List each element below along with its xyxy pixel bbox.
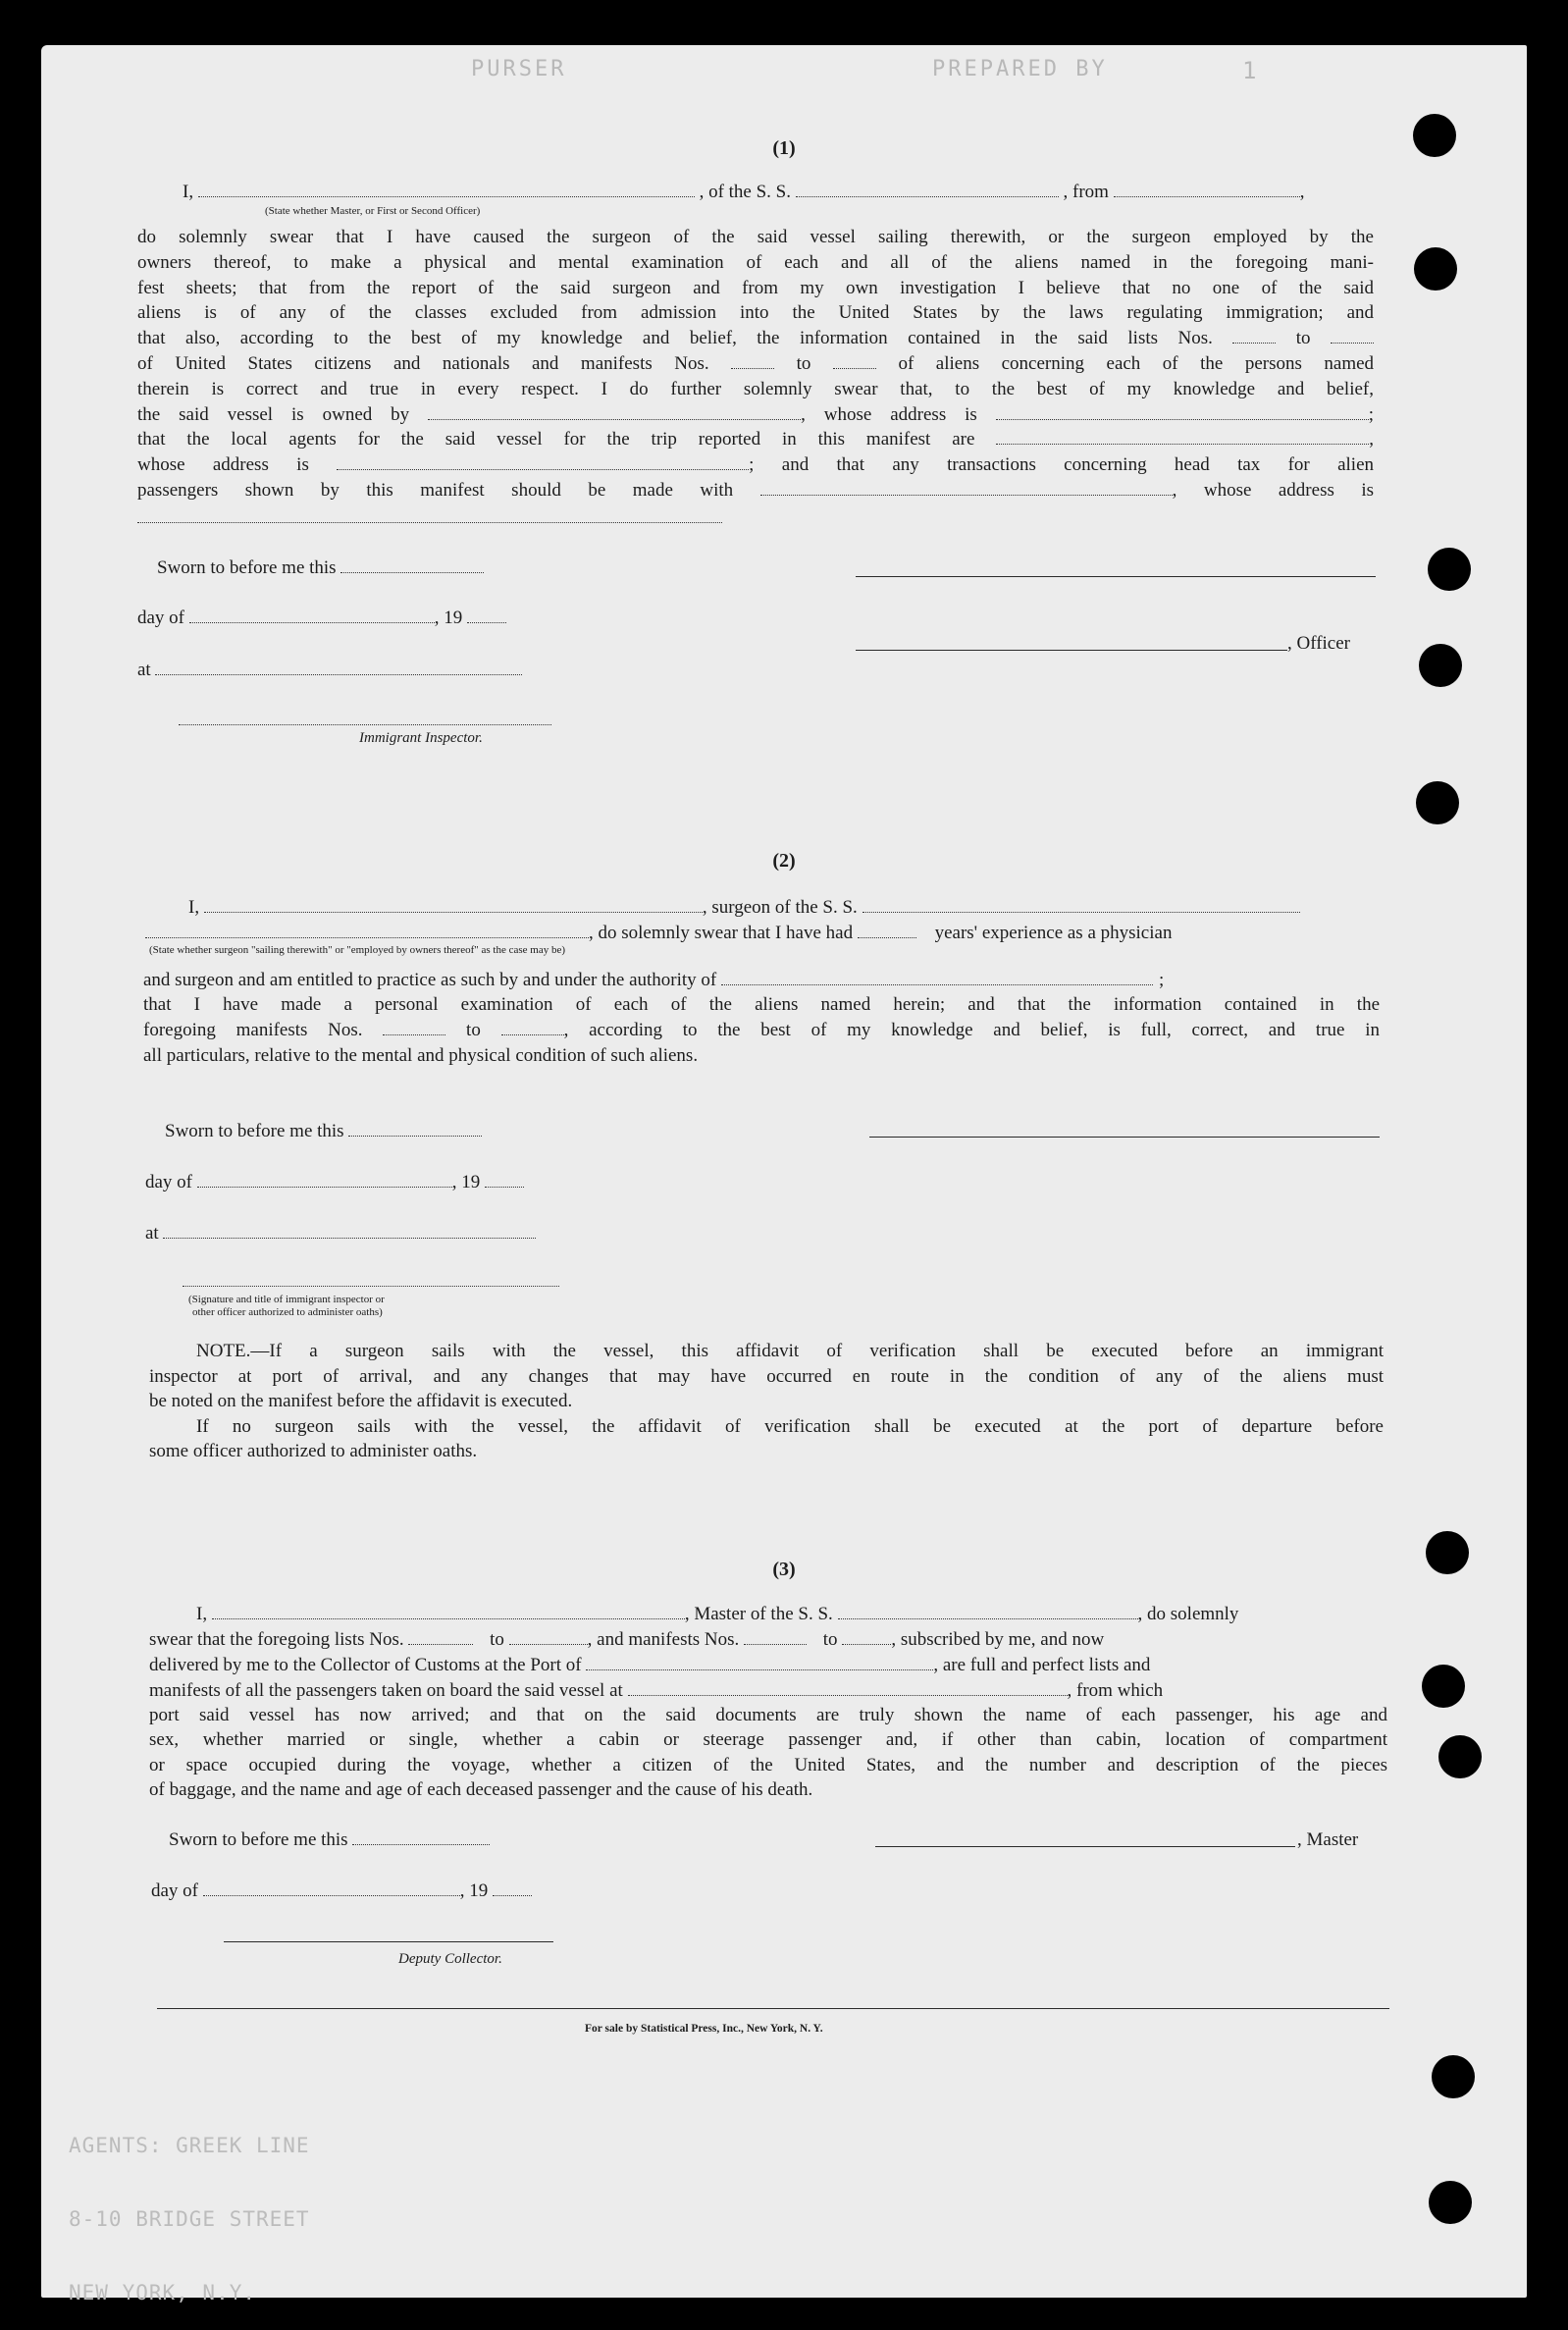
s2-year-label: , 19 (451, 1172, 481, 1192)
s3-text: swear that the foregoing lists Nos. (149, 1629, 404, 1650)
s3-year-field[interactable] (493, 1894, 532, 1896)
s1-inspector-label: Immigrant Inspector. (359, 730, 483, 746)
s3-day-row (151, 1879, 532, 1903)
punch-hole (1422, 1665, 1465, 1708)
s2-sig-hint-1: (Signature and title of immigrant inspector or (188, 1294, 385, 1305)
agent-line: NEW YORK, N.Y. (69, 2281, 257, 2304)
s1-year-label: , 19 (434, 608, 463, 628)
s1-officer-signature-line[interactable] (856, 650, 1287, 651)
s3-text: , subscribed by me, and now (891, 1629, 1105, 1650)
s1-text: that the local agents for the said vessel for the trip reported in this manifest are (137, 429, 975, 450)
punch-hole (1414, 247, 1457, 291)
s2-text: , according to the best of my knowledge and belief, is full, correct, and true in (563, 1019, 1380, 1040)
s1-line-manifests (137, 351, 1374, 377)
s2-note (149, 1339, 1384, 1464)
s3-master-name-field[interactable] (212, 1617, 685, 1619)
s3-lists-to-field[interactable] (509, 1643, 588, 1645)
s2-day-of-label: day of (145, 1172, 193, 1192)
s3-master-label: , Master (1297, 1829, 1359, 1850)
s3-sworn-date-field[interactable] (352, 1843, 490, 1845)
s2-at-field[interactable] (163, 1237, 536, 1239)
s3-do-solemnly: , do solemnly (1137, 1604, 1239, 1624)
s3-sworn-label: Sworn to before me this (169, 1829, 348, 1850)
s3-master-signature-line[interactable] (875, 1846, 1295, 1847)
s1-sworn-date-field[interactable] (340, 571, 484, 573)
s1-text: of United States citizens and nationals and manifests Nos. (137, 352, 709, 374)
s1-ship-field[interactable] (796, 195, 1059, 197)
prepared-by-stamp: PREPARED BY (932, 57, 1108, 81)
s2-swear-row (145, 921, 1172, 945)
note-line: be noted on the manifest before the affidavit is executed. (149, 1391, 573, 1412)
s3-boarded-row (149, 1678, 1163, 1703)
s2-manifest-to-field[interactable] (501, 1033, 564, 1035)
s3-year-label: , 19 (459, 1880, 489, 1901)
s1-signature-line[interactable] (856, 576, 1376, 577)
s1-text: that also, according to the best of my knowledge and belief, the information contained in the said lists Nos. (137, 328, 1213, 349)
s3-text: , and manifests Nos. (587, 1629, 740, 1650)
s3-collector-signature-line[interactable] (224, 1941, 553, 1942)
s1-from: , from (1063, 182, 1109, 202)
s1-sworn-row (157, 556, 484, 580)
agent-line: AGENTS: GREEK LINE (69, 2134, 310, 2157)
s2-authority-row (143, 968, 1164, 992)
s2-line2: that I have made a personal examination of each of the aliens named herein; and that the information contained in the (143, 994, 1380, 1015)
s1-manifests-from-field[interactable] (731, 367, 774, 369)
s3-line: sex, whether married or single, whether a cabin or steerage passenger and, if other than cabin, location of compartment (149, 1729, 1387, 1751)
s1-line: owners thereof, to make a physical and mental examination of each and all of the aliens named in the foregoing mani- (137, 251, 1374, 273)
s1-comma: , (1299, 182, 1305, 202)
s2-sworn-row (165, 1119, 482, 1143)
s1-agent-address-field[interactable] (337, 468, 749, 470)
note-line: some officer authorized to administer oaths. (149, 1441, 478, 1462)
s1-intro-row (183, 180, 1304, 204)
s1-line: fest sheets; that from the report of the said surgeon and from my own investigation I believe that no one of the said (137, 277, 1374, 298)
s2-inspector-signature-line[interactable] (183, 1286, 559, 1287)
s3-text: manifests of all the passengers taken on board the said vessel at (149, 1680, 623, 1701)
punch-hole (1428, 548, 1471, 591)
s2-surgeon-of: , surgeon of the S. S. (702, 897, 858, 918)
punch-hole (1438, 1735, 1482, 1778)
s2-manifest-from-field[interactable] (383, 1033, 445, 1035)
s1-text: whose address is (137, 454, 309, 476)
s1-text: the said vessel is owned by (137, 403, 410, 425)
s3-port-row (149, 1653, 1150, 1677)
s3-collector-label: Deputy Collector. (398, 1951, 502, 1967)
purser-stamp: PURSER (471, 57, 567, 81)
s1-text: of aliens concerning each of the persons named (898, 352, 1375, 374)
s3-lists-row (149, 1627, 1104, 1652)
s2-signature-line[interactable] (869, 1137, 1380, 1138)
agent-line: 8-10 BRIDGE STREET (69, 2207, 310, 2231)
s1-officer-field[interactable] (198, 195, 695, 197)
s1-line: aliens is of any of the classes excluded from admission into the United States by the laws regulating immigration; and (137, 302, 1374, 324)
s3-line: of baggage, and the name and age of each deceased passenger and the cause of his death. (149, 1779, 813, 1801)
s1-line-lists (137, 326, 1374, 351)
s2-i: I, (188, 897, 200, 918)
s1-line-agent-address (137, 452, 1374, 478)
s3-body (149, 1703, 1387, 1803)
s2-day-field[interactable] (197, 1186, 452, 1188)
s3-text: , are full and perfect lists and (933, 1655, 1151, 1675)
s3-manifests-from-field[interactable] (744, 1643, 807, 1645)
s1-line: do solemnly swear that I have caused the surgeon of the said vessel sailing therewith, or the surgeon employed by the (137, 227, 1374, 247)
s2-sworn-date-field[interactable] (348, 1135, 482, 1137)
punch-hole (1429, 2181, 1472, 2224)
s2-intro-row (188, 895, 1300, 920)
s3-ship-field[interactable] (838, 1617, 1138, 1619)
s1-from-field[interactable] (1114, 195, 1300, 197)
s1-at-row (137, 658, 522, 682)
s1-officer-hint: (State whether Master, or First or Second Officer) (265, 205, 481, 217)
s2-semicolon: ; (1159, 970, 1165, 990)
section-3-number: (3) (772, 1559, 796, 1580)
s2-at-row (145, 1221, 536, 1245)
s2-name-field[interactable] (204, 911, 703, 913)
s1-day-field[interactable] (189, 621, 435, 623)
s3-sworn-row (169, 1827, 490, 1852)
s3-line: port said vessel has now arrived; and that on the said documents are truly shown the name of each passenger, his age and (149, 1705, 1387, 1725)
s2-day-row (145, 1170, 524, 1194)
s1-at-field[interactable] (155, 673, 522, 675)
s1-year-field[interactable] (467, 621, 506, 623)
s1-day-row (137, 606, 506, 630)
page-mark: 1 (1242, 57, 1260, 84)
s3-lists-from-field[interactable] (408, 1643, 473, 1645)
s1-text: ; and that any transactions concerning head tax for alien (749, 454, 1375, 476)
s3-text: to (822, 1629, 838, 1650)
s1-sworn-label: Sworn to before me this (157, 557, 337, 578)
s1-at-label: at (137, 660, 151, 680)
s3-i: I, (196, 1604, 208, 1624)
s1-lists-from-field[interactable] (1232, 342, 1276, 344)
s2-sig-hint-2: other officer authorized to administer oaths) (192, 1306, 383, 1318)
s2-authority-field[interactable] (721, 983, 1153, 985)
s3-text: , from which (1067, 1680, 1164, 1701)
s1-manifests-to-field[interactable] (833, 367, 876, 369)
s1-agents-field[interactable] (996, 443, 1369, 445)
s2-at-label: at (145, 1223, 159, 1244)
s3-master-of: , Master of the S. S. (684, 1604, 833, 1624)
punch-hole (1416, 781, 1459, 824)
s1-day-of-label: day of (137, 608, 185, 628)
s3-day-of-label: day of (151, 1880, 199, 1901)
s3-day-field[interactable] (203, 1894, 460, 1896)
s1-text: to (1295, 328, 1311, 349)
s1-line-agents (137, 427, 1374, 452)
note-line: If no surgeon sails with the vessel, the affidavit of verification shall be executed at the port of departure before (196, 1415, 1384, 1437)
s1-text: to (796, 352, 811, 374)
s1-headtax-field[interactable] (760, 494, 1173, 496)
s3-intro-row (196, 1602, 1238, 1626)
s2-year-field[interactable] (485, 1186, 524, 1188)
s1-line: therein is correct and true in every respect. I do further solemnly swear that, to the best of my knowledge and belief, (137, 378, 1374, 399)
s3-text: delivered by me to the Collector of Customs at the Port of (149, 1655, 582, 1675)
note-line: inspector at port of arrival, and any changes that may have occurred en route in the condition of any of the aliens must (149, 1365, 1384, 1387)
s3-port-field[interactable] (586, 1668, 933, 1670)
s2-line4: all particulars, relative to the mental and physical condition of such aliens. (143, 1044, 699, 1066)
s1-of-ss: , of the S. S. (699, 182, 792, 202)
s2-sworn-label: Sworn to before me this (165, 1121, 344, 1141)
s1-i: I, (183, 182, 194, 202)
footer-rule (157, 2008, 1389, 2009)
section-2-number: (2) (772, 850, 796, 872)
s3-boarded-port-field[interactable] (628, 1694, 1068, 1696)
s1-inspector-signature-line[interactable] (179, 724, 551, 725)
s1-owner-address-field[interactable] (996, 418, 1369, 420)
agent-stamp (69, 2085, 310, 2330)
s3-line: or space occupied during the voyage, whether a citizen of the United States, and the number and description of the pieces (149, 1754, 1387, 1775)
s1-lists-to-field[interactable] (1331, 342, 1374, 344)
s1-text: ; (1368, 403, 1375, 425)
s2-line1: and surgeon and am entitled to practice as such by and under the authority of (143, 970, 717, 990)
s2-line3 (143, 1018, 1380, 1043)
s1-text: , (1369, 429, 1375, 450)
section-1-number: (1) (772, 137, 796, 159)
s1-line-headtax (137, 478, 1374, 503)
s2-ship-field[interactable] (862, 911, 1300, 913)
s2-body (143, 992, 1380, 1068)
s3-text: to (490, 1629, 504, 1650)
s2-surgeon-hint: (State whether surgeon "sailing therewith" or "employed by owners thereof" as the case may be) (149, 944, 566, 956)
s1-oath-text (137, 225, 1374, 503)
s1-owner-field[interactable] (428, 418, 801, 420)
s2-text: to (466, 1019, 481, 1040)
s2-swear: , do solemnly swear that I have had (589, 923, 854, 943)
punch-hole (1419, 644, 1462, 687)
note-line: NOTE.—If a surgeon sails with the vessel, this affidavit of verification shall be executed before an immigrant (196, 1341, 1384, 1361)
s1-headtax-address-field[interactable] (137, 522, 722, 523)
s2-text: foregoing manifests Nos. (143, 1019, 363, 1040)
s1-officer-label: , Officer (1287, 633, 1351, 654)
s2-years: years' experience as a physician (934, 923, 1173, 943)
s1-text: passengers shown by this manifest should be made with (137, 479, 734, 501)
s3-manifests-to-field[interactable] (842, 1643, 891, 1645)
s1-line-owner (137, 402, 1374, 428)
punch-hole (1432, 2055, 1475, 2098)
s2-surgeon-type-field[interactable] (145, 936, 589, 938)
s1-text: , whose address is (1172, 479, 1375, 501)
s2-years-field[interactable] (858, 936, 916, 938)
footer-printer: For sale by Statistical Press, Inc., New York, N. Y. (585, 2023, 823, 2035)
s1-text: , whose address is (801, 403, 977, 425)
